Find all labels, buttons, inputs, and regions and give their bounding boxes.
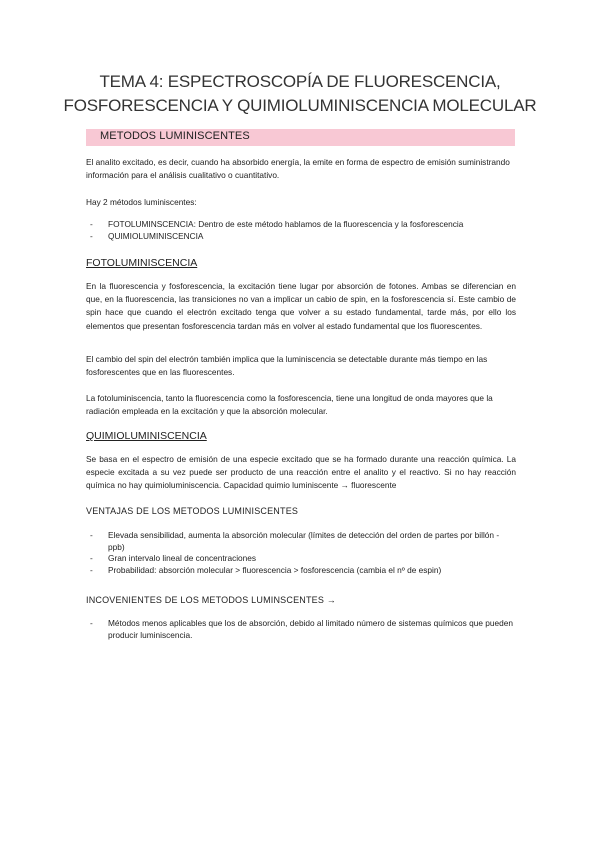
fotoluminiscencia-heading: FOTOLUMINISCENCIA xyxy=(86,257,198,269)
section-banner xyxy=(86,129,515,146)
fotoluminiscencia-paragraph-1: En la fluorescencia y fosforescencia, la excitación tiene lugar por absorción de fotones. Ambas se diferencian en que, en la fluorescencia, las transiciones no van a implicar un cabio de spin, en la fosforescencia sí. Este cambio de spin hace que cuando el electrón excitado tenga que volver a su estado fundamental, tarde más, por ello los elementos que presentan fosforescencia tardan más en volver al estado fundamental que los fluorescentes. xyxy=(86,281,516,331)
list-item: - Gran intervalo lineal de concentraciones xyxy=(86,553,516,565)
inconvenientes-list xyxy=(86,618,516,641)
intro-paragraph: El analito excitado, es decir, cuando ha absorbido energía, la emite en forma de espectro de emisión suministrando información para el análisis cualitativo o cuantitativo. xyxy=(86,157,510,181)
quimioluminiscencia-paragraph: Se basa en el espectro de emisión de una especie excitado que se ha formado durante una reacción química. La especie excitada a su vez puede ser producto de una reacción entre el analito y el reactivo. Si no hay reacción química no hay quimioluminiscencia. Capacidad quimio luminiscente → fluorescente xyxy=(86,454,516,491)
ventajas-list xyxy=(86,530,516,576)
section-banner-label: METODOS LUMINISCENTES xyxy=(100,130,250,142)
methods-list xyxy=(86,219,516,242)
fotoluminiscencia-paragraph-2: El cambio del spin del electrón también implica que la luminiscencia se detectable durante más tiempo en las fosforescentes que en las fluorescentes. xyxy=(86,354,488,378)
list-item: - QUIMIOLUMINISCENCIA xyxy=(86,231,516,243)
list-item: - Métodos menos aplicables que los de absorción, debido al limitado número de sistemas químicos que pueden producir luminiscencia. xyxy=(86,618,516,641)
fotoluminiscencia-paragraph-3: La fotoluminiscencia, tanto la fluorescencia como la fosforescencia, tiene una longitud de onda mayores que la radiación empleada en la excitación y que la absorción molecular. xyxy=(86,393,493,417)
list-item: - Probabilidad: absorción molecular > fluorescencia > fosforescencia (cambia el nº de espin) xyxy=(86,565,516,577)
title-line-1: TEMA 4: ESPECTROSCOPÍA DE FLUORESCENCIA, xyxy=(99,72,501,91)
inconvenientes-heading: INCOVENIENTES DE LOS METODOS LUMINSCENTES → xyxy=(86,595,336,605)
quimioluminiscencia-heading: QUIMIOLUMINISCENCIA xyxy=(86,430,207,442)
title-line-2: FOSFORESCENCIA Y QUIMIOLUMINISCENCIA MOLECULAR xyxy=(63,96,537,115)
list-item: - FOTOLUMINSCENCIA: Dentro de este método hablamos de la fluorescencia y la fosforescencia xyxy=(86,219,516,231)
ventajas-heading: VENTAJAS DE LOS METODOS LUMINISCENTES xyxy=(86,506,299,516)
methods-intro: Hay 2 métodos luminiscentes: xyxy=(86,197,197,207)
page-title xyxy=(60,70,540,118)
list-item: - Elevada sensibilidad, aumenta la absorción molecular (límites de detección del orden de partes por billón - ppb) xyxy=(86,530,516,553)
